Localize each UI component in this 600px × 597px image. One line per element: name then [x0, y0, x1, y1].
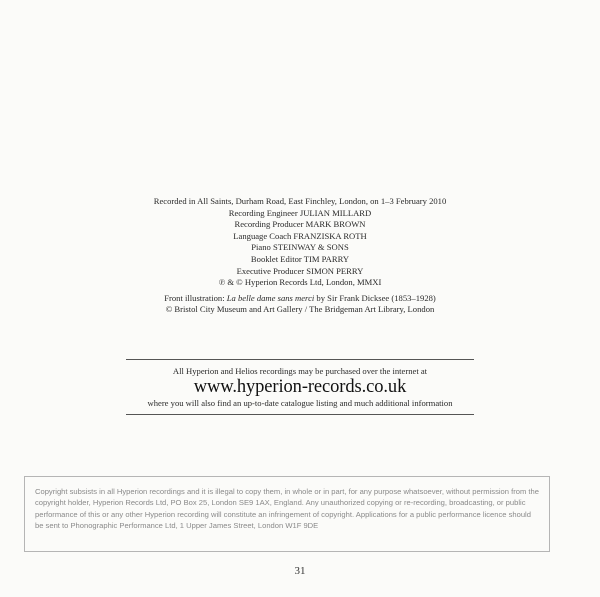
copyright-notice-box — [24, 476, 550, 552]
front-illustration-title: La belle dame sans merci — [226, 292, 315, 303]
recording-location: Recorded in All Saints, Durham Road, East Finchley, London, on 1–3 February 2010 — [153, 196, 447, 206]
front-illustration — [0, 293, 600, 305]
purchase-outro: where you will also find an up-to-date catalogue listing and much additional information — [147, 398, 453, 408]
page-number: 31 — [294, 565, 306, 577]
recording-credits — [0, 196, 600, 316]
front-illustration-prefix: Front illustration: — [164, 292, 227, 303]
phonographic-copyright: ℗ & © Hyperion Records Ltd, London, MMXI — [218, 277, 382, 288]
recording-producer: Recording Producer MARK BROWN — [234, 219, 366, 230]
executive-producer: Executive Producer SIMON PERRY — [236, 265, 364, 276]
piano-credit: Piano STEINWAY & SONS — [251, 242, 349, 253]
illustration-credit: © Bristol City Museum and Art Gallery / The Bridgeman Art Library, London — [165, 304, 435, 315]
booklet-editor: Booklet Editor TIM PARRY — [250, 253, 350, 264]
front-illustration-suffix: by Sir Frank Dicksee (1853–1928) — [314, 292, 436, 303]
purchase-intro: All Hyperion and Helios recordings may be purchased over the internet at — [172, 366, 428, 376]
website-url: www.hyperion-records.co.uk — [193, 377, 407, 397]
language-coach: Language Coach FRANZISKA ROTH — [233, 230, 367, 241]
purchase-info — [126, 359, 474, 415]
purchase-bottom-rule — [126, 414, 474, 415]
recording-engineer: Recording Engineer JULIAN MILLARD — [228, 207, 372, 218]
copyright-notice: Copyright subsists in all Hyperion recordings and it is illegal to copy them, in whole or in part, for any purpose whatsoever, without permission from the copyright holder, Hyperion Records Ltd, PO Box 25, London SE9 1AX, England. Any unauthorized copying or re-recording, broadcasting, or public performance of this or any other Hyperion recording will constitute an infringement of copyright. Applications for a public performance licence should be sent to Phonographic Performance Ltd, 1 Upper James Street, London W1F 9DE — [35, 487, 539, 531]
purchase-top-rule — [126, 359, 474, 360]
